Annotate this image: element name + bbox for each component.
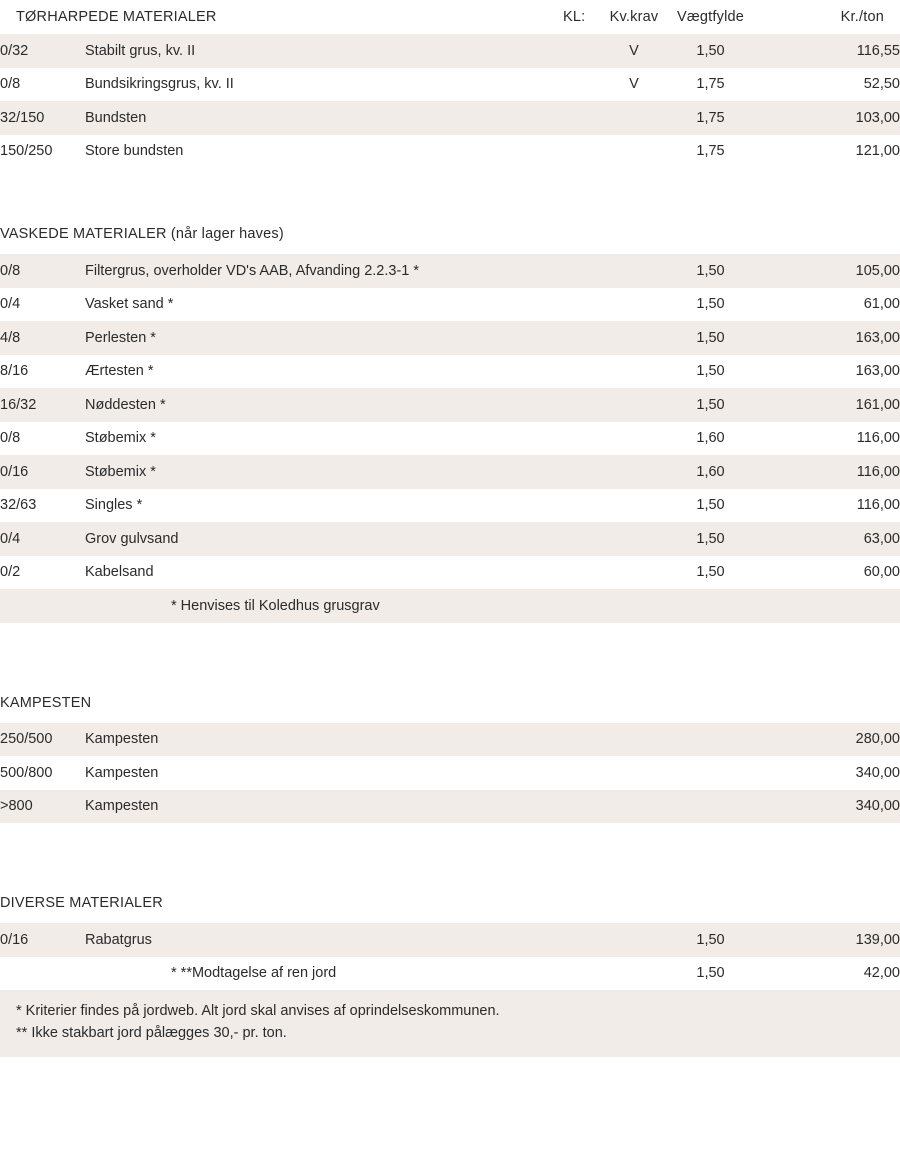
row-kvkrav <box>600 388 668 422</box>
row-size: 0/16 <box>0 455 85 489</box>
row-price: 340,00 <box>753 790 900 824</box>
row-kl <box>555 522 600 556</box>
table-row <box>0 288 900 322</box>
row-size: 32/150 <box>0 101 85 135</box>
row-price: 116,00 <box>753 489 900 523</box>
row-price: 163,00 <box>753 321 900 355</box>
row-description: Stabilt grus, kv. II <box>85 34 555 68</box>
table-row <box>0 489 900 523</box>
section-title-vaskede: VASKEDE MATERIALER (når lager haves) <box>0 214 900 254</box>
row-kl <box>555 135 600 169</box>
row-kvkrav <box>600 723 668 757</box>
row-size: >800 <box>0 790 85 824</box>
row-size: 0/2 <box>0 556 85 590</box>
row-description: Støbemix * <box>85 422 555 456</box>
row-kvkrav <box>600 556 668 590</box>
row-size: 0/8 <box>0 68 85 102</box>
section-title-torharpede: TØRHARPEDE MATERIALER <box>16 9 217 25</box>
row-price: 161,00 <box>753 388 900 422</box>
row-kvkrav <box>600 455 668 489</box>
row-vaegtfylde: 1,75 <box>668 68 753 102</box>
row-kl <box>555 101 600 135</box>
row-price: 42,00 <box>753 957 900 991</box>
row-description: Nøddesten * <box>85 388 555 422</box>
row-size: 0/8 <box>0 422 85 456</box>
row-vaegtfylde <box>668 723 753 757</box>
row-description: Ærtesten * <box>85 355 555 389</box>
row-price: 116,00 <box>753 455 900 489</box>
row-size: 32/63 <box>0 489 85 523</box>
column-header-kl: KL: <box>563 9 586 25</box>
section-heading-vaskede-row <box>0 214 900 254</box>
row-description: Singles * <box>85 489 555 523</box>
row-description: Grov gulvsand <box>85 522 555 556</box>
section-heading-kampesten-row <box>0 683 900 723</box>
row-description: Bundsikringsgrus, kv. II <box>85 68 555 102</box>
row-kl <box>555 288 600 322</box>
row-size <box>0 957 85 991</box>
row-kl <box>555 957 600 991</box>
section-spacer <box>0 168 900 214</box>
row-kvkrav <box>600 254 668 288</box>
table-row <box>0 556 900 590</box>
row-description: Kampesten <box>85 756 555 790</box>
row-kvkrav: V <box>600 34 668 68</box>
row-kvkrav <box>600 957 668 991</box>
table-row <box>0 34 900 68</box>
row-price: 116,00 <box>753 422 900 456</box>
column-header-vaegtfylde: Vægtfylde <box>676 9 745 25</box>
row-description: Kampesten <box>85 723 555 757</box>
row-description: Støbemix * <box>85 455 555 489</box>
row-description: Vasket sand * <box>85 288 555 322</box>
table-row <box>0 422 900 456</box>
row-price: 121,00 <box>753 135 900 169</box>
row-size: 0/32 <box>0 34 85 68</box>
row-description: Bundsten <box>85 101 555 135</box>
row-price: 163,00 <box>753 355 900 389</box>
table-row <box>0 723 900 757</box>
row-description: Kampesten <box>85 790 555 824</box>
row-size: 8/16 <box>0 355 85 389</box>
row-kl <box>555 321 600 355</box>
row-vaegtfylde: 1,50 <box>668 522 753 556</box>
row-size: 0/8 <box>0 254 85 288</box>
row-kvkrav <box>600 522 668 556</box>
row-kl <box>555 489 600 523</box>
table-row <box>0 455 900 489</box>
row-price: 139,00 <box>753 923 900 957</box>
row-price: 116,55 <box>753 34 900 68</box>
row-size: 0/4 <box>0 288 85 322</box>
row-kvkrav <box>600 923 668 957</box>
row-vaegtfylde <box>668 589 753 623</box>
row-vaegtfylde: 1,60 <box>668 455 753 489</box>
footnote-jordweb: * Kriterier findes på jordweb. Alt jord skal anvises af oprindelseskommunen. <box>16 1003 500 1019</box>
row-kl <box>555 455 600 489</box>
row-size: 4/8 <box>0 321 85 355</box>
table-row <box>0 957 900 991</box>
row-price: 280,00 <box>753 723 900 757</box>
row-vaegtfylde <box>668 756 753 790</box>
row-vaegtfylde: 1,50 <box>668 489 753 523</box>
row-vaegtfylde: 1,50 <box>668 923 753 957</box>
row-vaegtfylde: 1,50 <box>668 957 753 991</box>
row-kvkrav <box>600 756 668 790</box>
row-vaegtfylde: 1,60 <box>668 422 753 456</box>
table-row <box>0 321 900 355</box>
row-kvkrav <box>600 489 668 523</box>
footnotes-block <box>0 990 900 1057</box>
row-kvkrav <box>600 288 668 322</box>
row-kl <box>555 68 600 102</box>
table-row <box>0 790 900 824</box>
row-price: 52,50 <box>753 68 900 102</box>
section-heading-diverse-row <box>0 883 900 923</box>
table-row <box>0 923 900 957</box>
row-vaegtfylde: 1,50 <box>668 556 753 590</box>
row-size <box>0 589 85 623</box>
row-description: * Henvises til Koledhus grusgrav <box>85 589 555 623</box>
row-price: 61,00 <box>753 288 900 322</box>
row-price: 105,00 <box>753 254 900 288</box>
table-header-row <box>0 0 900 34</box>
row-kl <box>555 589 600 623</box>
row-size: 0/4 <box>0 522 85 556</box>
table-row <box>0 522 900 556</box>
row-kvkrav <box>600 135 668 169</box>
row-size: 500/800 <box>0 756 85 790</box>
row-kl <box>555 355 600 389</box>
row-size: 250/500 <box>0 723 85 757</box>
row-kl <box>555 923 600 957</box>
row-kl <box>555 756 600 790</box>
row-kvkrav <box>600 422 668 456</box>
row-description: Kabelsand <box>85 556 555 590</box>
row-size: 0/16 <box>0 923 85 957</box>
table-row <box>0 135 900 169</box>
column-header-pris: Kr./ton <box>840 9 884 25</box>
row-vaegtfylde: 1,50 <box>668 321 753 355</box>
row-price: 103,00 <box>753 101 900 135</box>
table-row <box>0 388 900 422</box>
section-title-diverse: DIVERSE MATERIALER <box>0 883 900 923</box>
row-vaegtfylde: 1,50 <box>668 288 753 322</box>
row-price: 60,00 <box>753 556 900 590</box>
row-kl <box>555 34 600 68</box>
row-kvkrav <box>600 355 668 389</box>
table-row <box>0 101 900 135</box>
row-kl <box>555 790 600 824</box>
row-kl <box>555 723 600 757</box>
table-row <box>0 589 900 623</box>
row-kvkrav: V <box>600 68 668 102</box>
section-title-kampesten: KAMPESTEN <box>0 683 900 723</box>
section-spacer <box>0 623 900 683</box>
table-row <box>0 756 900 790</box>
row-kl <box>555 388 600 422</box>
row-price: 340,00 <box>753 756 900 790</box>
row-price <box>753 589 900 623</box>
row-kvkrav <box>600 589 668 623</box>
row-kl <box>555 556 600 590</box>
row-vaegtfylde: 1,50 <box>668 388 753 422</box>
row-description: * **Modtagelse af ren jord <box>85 957 555 991</box>
section-spacer <box>0 823 900 883</box>
row-description: Filtergrus, overholder VD's AAB, Afvanding 2.2.3-1 * <box>85 254 555 288</box>
table-row <box>0 68 900 102</box>
row-vaegtfylde: 1,50 <box>668 355 753 389</box>
row-description: Rabatgrus <box>85 923 555 957</box>
table-row <box>0 254 900 288</box>
row-size: 16/32 <box>0 388 85 422</box>
column-header-kvkrav: Kv.krav <box>609 9 659 25</box>
footnote-stakbart: ** Ikke stakbart jord pålægges 30,- pr. ton. <box>16 1025 287 1042</box>
row-vaegtfylde <box>668 790 753 824</box>
row-kvkrav <box>600 790 668 824</box>
row-kl <box>555 254 600 288</box>
row-kvkrav <box>600 321 668 355</box>
row-price: 63,00 <box>753 522 900 556</box>
row-size: 150/250 <box>0 135 85 169</box>
row-description: Store bundsten <box>85 135 555 169</box>
table-row <box>0 355 900 389</box>
row-vaegtfylde: 1,75 <box>668 135 753 169</box>
row-vaegtfylde: 1,50 <box>668 34 753 68</box>
row-vaegtfylde: 1,50 <box>668 254 753 288</box>
row-vaegtfylde: 1,75 <box>668 101 753 135</box>
row-description: Perlesten * <box>85 321 555 355</box>
row-kl <box>555 422 600 456</box>
row-kvkrav <box>600 101 668 135</box>
